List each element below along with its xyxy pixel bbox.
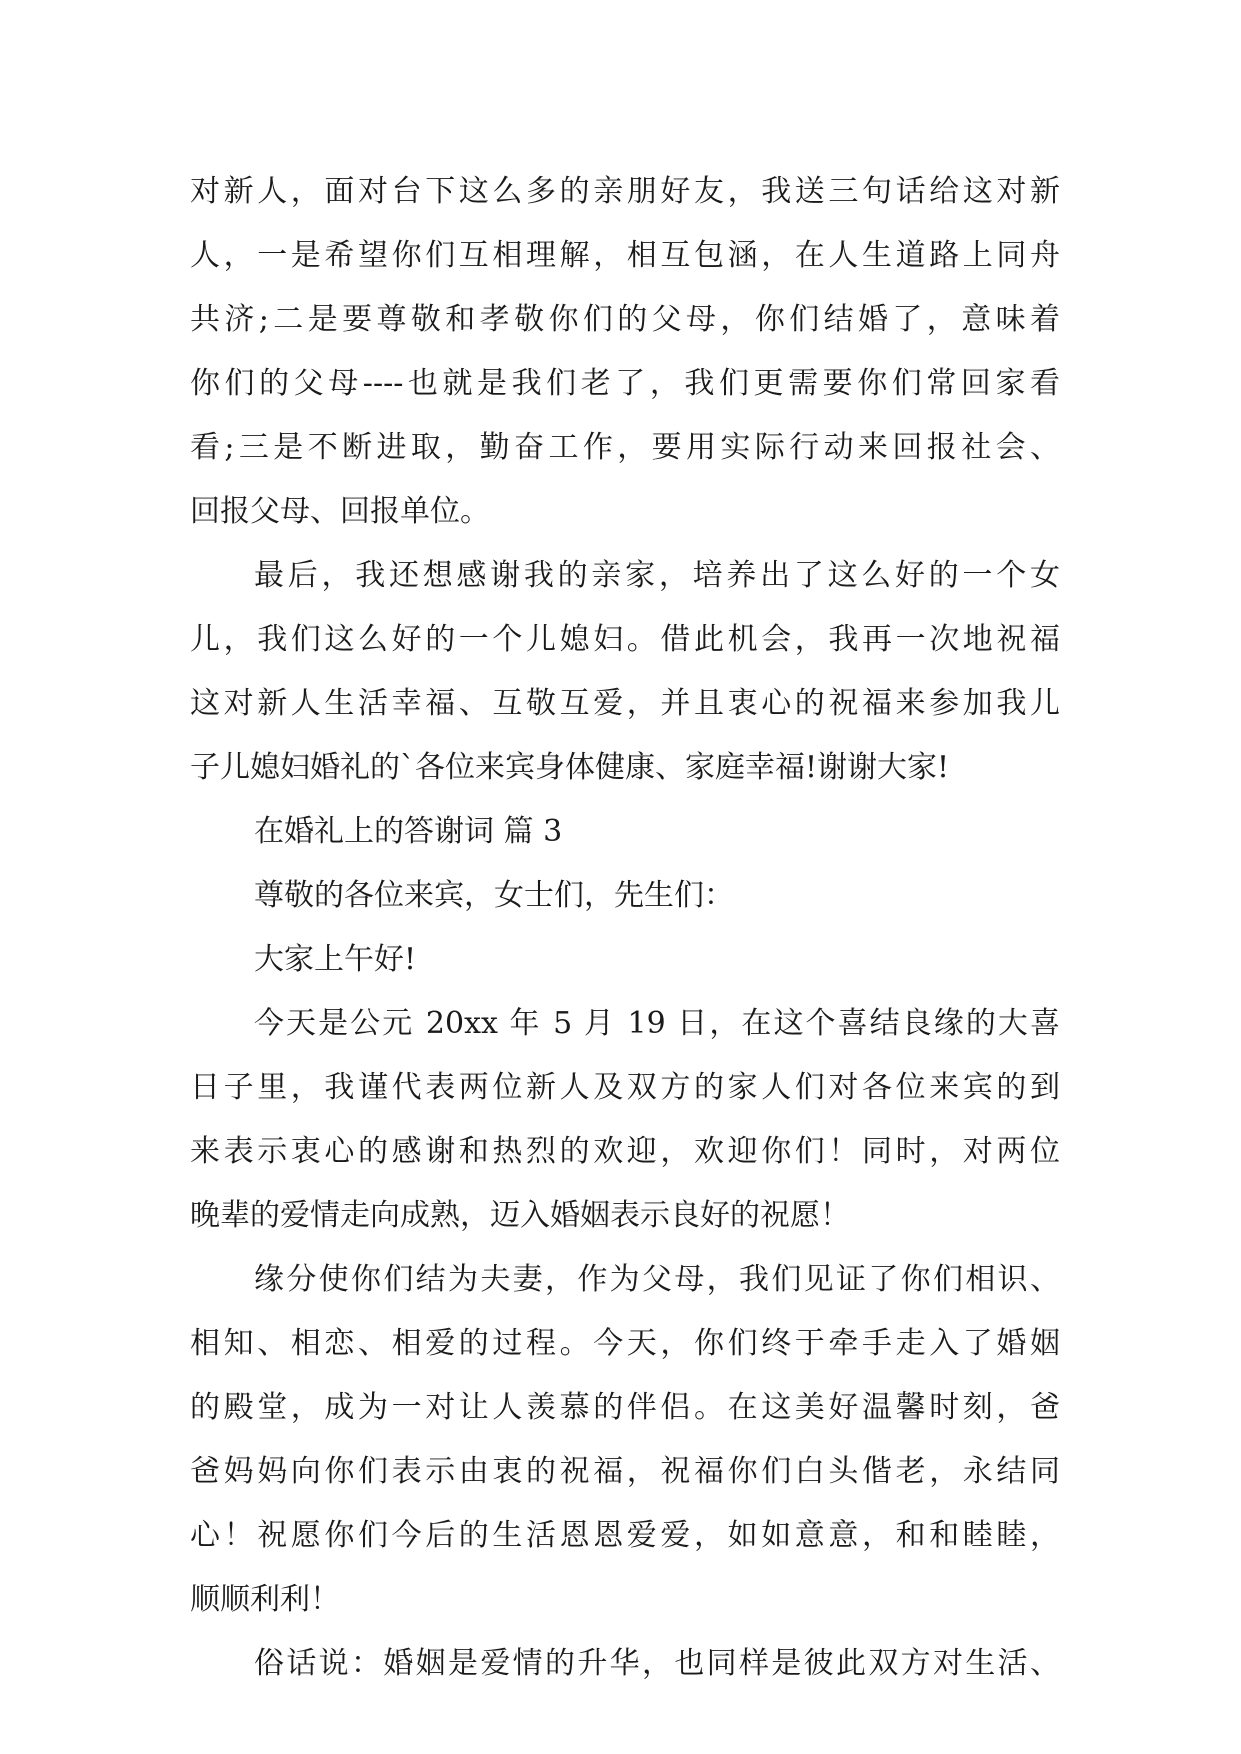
text-line: 人，一是希望你们互相理解，相互包涵，在人生道路上同舟 <box>190 238 1060 273</box>
text-line: 你们的父母----也就是我们老了，我们更需要你们常回家看 <box>190 366 1060 401</box>
section-heading: 在婚礼上的答谢词 篇 3 <box>254 814 563 849</box>
text-line: 今天是公元 20xx 年 5 月 19 日，在这个喜结良缘的大喜 <box>254 1006 1060 1041</box>
text-line: 儿，我们这么好的一个儿媳妇。借此机会，我再一次地祝福 <box>190 622 1060 657</box>
text-line: 顺顺利利！ <box>190 1582 340 1617</box>
greeting: 大家上午好! <box>254 942 417 977</box>
text-line: 晚辈的爱情走向成熟，迈入婚姻表示良好的祝愿！ <box>190 1198 850 1233</box>
text-line: 最后，我还想感谢我的亲家，培养出了这么好的一个女 <box>254 558 1060 593</box>
text-line: 心！祝愿你们今后的生活恩恩爱爱，如如意意，和和睦睦， <box>190 1518 1060 1553</box>
text-line: 回报父母、回报单位。 <box>190 494 490 529</box>
text-line: 共济;二是要尊敬和孝敬你们的父母，你们结婚了，意味着 <box>190 302 1060 337</box>
text-line: 相知、相恋、相爱的过程。今天，你们终于牵手走入了婚姻 <box>190 1326 1060 1361</box>
text-line: 看;三是不断进取，勤奋工作，要用实际行动来回报社会、 <box>190 430 1060 465</box>
text-line: 来表示衷心的感谢和热烈的欢迎，欢迎你们！同时，对两位 <box>190 1134 1060 1169</box>
text-line: 这对新人生活幸福、互敬互爱，并且衷心的祝福来参加我儿 <box>190 686 1060 721</box>
text-line: 日子里，我谨代表两位新人及双方的家人们对各位来宾的到 <box>190 1070 1060 1105</box>
text-line: 爸妈妈向你们表示由衷的祝福，祝福你们白头偕老，永结同 <box>190 1454 1060 1489</box>
text-line: 缘分使你们结为夫妻，作为父母，我们见证了你们相识、 <box>254 1262 1060 1297</box>
text-line: 的殿堂，成为一对让人羡慕的伴侣。在这美好温馨时刻，爸 <box>190 1390 1060 1425</box>
text-line: 俗话说：婚姻是爱情的升华，也同样是彼此双方对生活、 <box>254 1646 1060 1681</box>
text-line: 对新人，面对台下这么多的亲朋好友，我送三句话给这对新 <box>190 174 1060 209</box>
salutation: 尊敬的各位来宾，女士们，先生们： <box>254 878 734 913</box>
text-line: 子儿媳妇婚礼的`各位来宾身体健康、家庭幸福!谢谢大家! <box>190 750 950 785</box>
document-body <box>190 160 1060 1696</box>
